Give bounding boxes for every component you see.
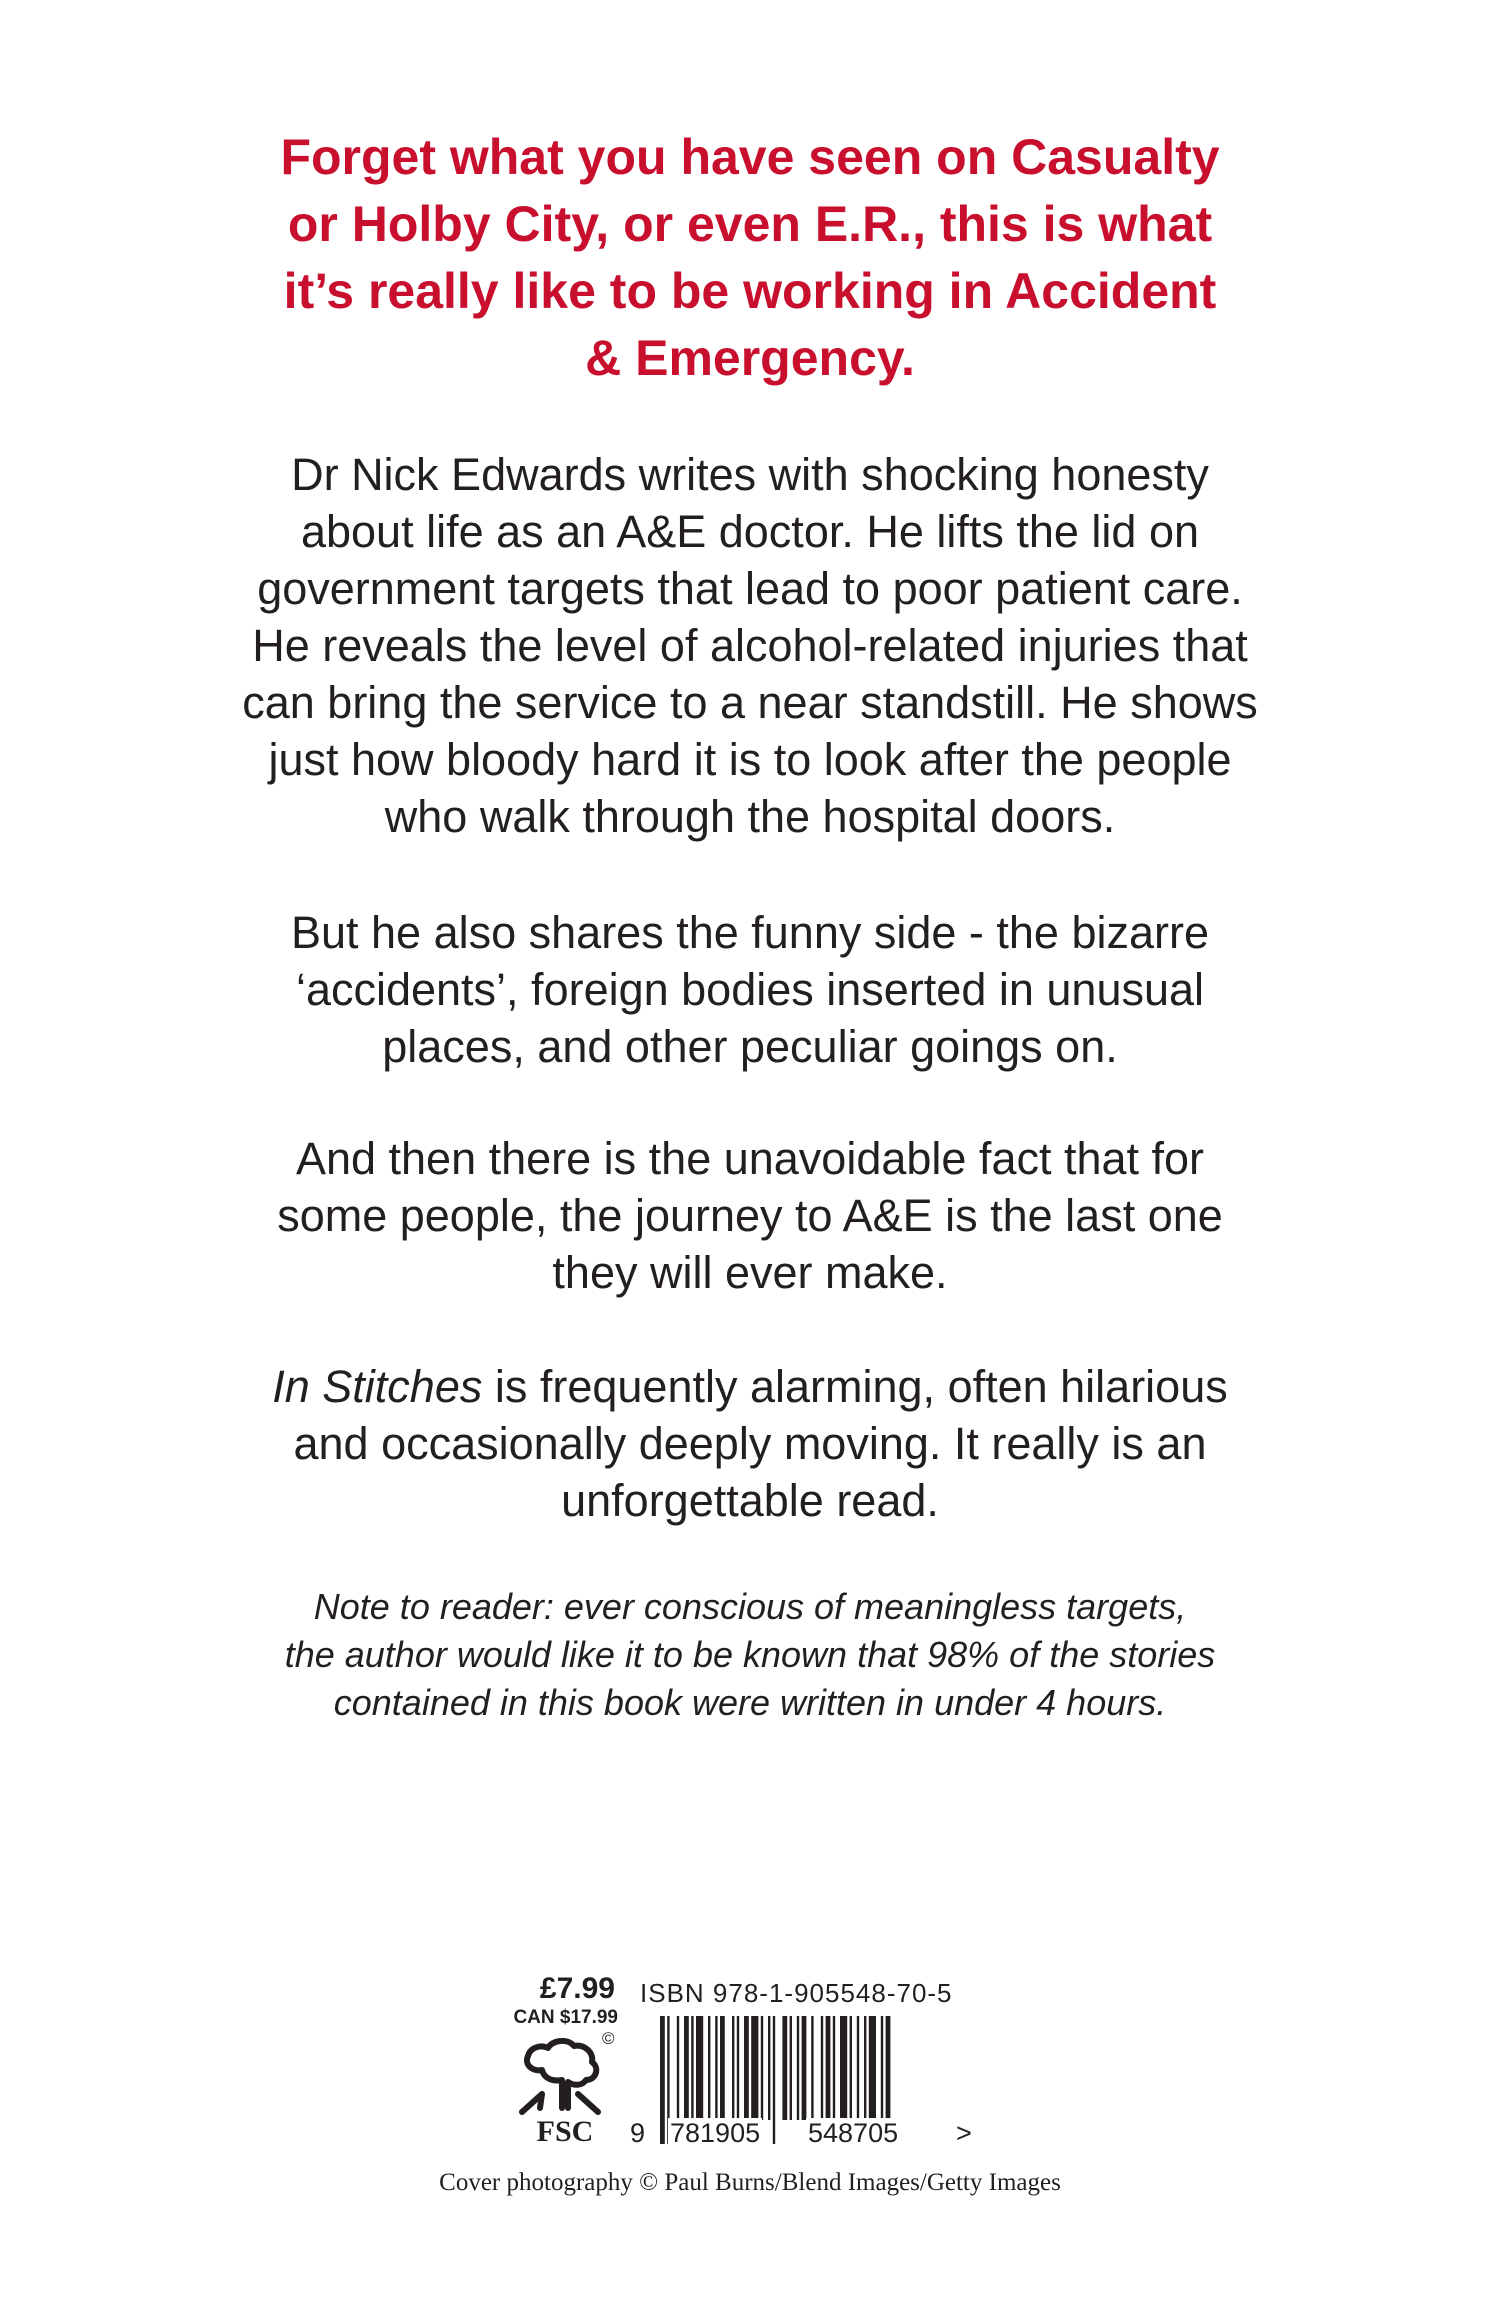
barcode-bar bbox=[773, 2016, 775, 2144]
barcode-bar bbox=[864, 2016, 866, 2120]
headline-line: or Holby City, or even E.R., this is what bbox=[287, 196, 1213, 252]
barcode-bar bbox=[744, 2016, 749, 2120]
blurb-line: Dr Nick Edwards writes with shocking honesty bbox=[291, 449, 1209, 500]
blurb-line: government targets that lead to poor patient care. bbox=[257, 563, 1243, 614]
blurb-paragraph-1 bbox=[140, 446, 1360, 845]
barcode-bar bbox=[696, 2016, 703, 2120]
barcode-bar bbox=[850, 2016, 852, 2120]
barcode-bar bbox=[708, 2016, 710, 2120]
price-gbp: £7.99 bbox=[539, 1972, 615, 2005]
barcode-bar bbox=[751, 2016, 758, 2120]
blurb-line: can bring the service to a near standstill. He shows bbox=[242, 677, 1258, 728]
barcode-bar bbox=[715, 2016, 717, 2120]
barcode-bar bbox=[761, 2016, 763, 2120]
barcode-bar bbox=[857, 2016, 859, 2120]
blurb-line-rest: is frequently alarming, often hilarious bbox=[482, 1361, 1228, 1412]
barcode-bar bbox=[821, 2016, 823, 2120]
barcode-bar bbox=[833, 2016, 835, 2120]
headline-line: Forget what you have seen on Casualty bbox=[280, 129, 1220, 185]
copyright-mark: © bbox=[602, 2029, 615, 2048]
barcode-digit-first: 9 bbox=[630, 2118, 646, 2148]
book-title: In Stitches bbox=[272, 1361, 483, 1412]
barcode-bar bbox=[782, 2016, 787, 2120]
barcode-bar bbox=[797, 2016, 799, 2120]
barcode-bar bbox=[691, 2016, 693, 2120]
blurb-line: they will ever make. bbox=[552, 1247, 948, 1298]
blurb-line: who walk through the hospital doors. bbox=[384, 791, 1116, 842]
barcode-bar bbox=[869, 2016, 876, 2120]
barcode-bar bbox=[802, 2016, 807, 2120]
headline-line: & Emergency. bbox=[585, 330, 915, 386]
barcode-digit-group-1: 781905 bbox=[670, 2118, 761, 2148]
blurb-line: and occasionally deeply moving. It really is an bbox=[293, 1418, 1207, 1469]
note-to-reader bbox=[170, 1583, 1330, 1727]
blurb-line: places, and other peculiar goings on. bbox=[382, 1021, 1118, 1072]
blurb-line: But he also shares the funny side - the bizarre bbox=[290, 907, 1210, 958]
barcode-digit-group-2: 548705 bbox=[808, 2118, 899, 2148]
price-can: CAN $17.99 bbox=[513, 2007, 618, 2028]
barcode-bar bbox=[684, 2016, 689, 2120]
fsc-label: FSC bbox=[536, 2115, 594, 2148]
barcode-bar bbox=[811, 2016, 813, 2120]
barcode-bar bbox=[720, 2016, 725, 2120]
blurb-line bbox=[140, 1358, 1360, 1415]
barcode-bar bbox=[660, 2016, 665, 2144]
barcode-bar bbox=[677, 2016, 679, 2120]
cover-photo-credit: Cover photography © Paul Burns/Blend Images/Getty Images bbox=[439, 2169, 1061, 2196]
barcode-bar bbox=[826, 2016, 831, 2120]
blurb-line: unforgettable read. bbox=[561, 1475, 939, 1526]
blurb-paragraph-4 bbox=[140, 1358, 1360, 1529]
blurb-line: some people, the journey to A&E is the last one bbox=[277, 1190, 1223, 1241]
headline bbox=[160, 124, 1340, 392]
barcode-bar bbox=[840, 2016, 847, 2120]
barcode-bar bbox=[732, 2016, 734, 2120]
blurb-line: ‘accidents’, foreign bodies inserted in unusual bbox=[295, 964, 1205, 1015]
headline-line: it’s really like to be working in Accident bbox=[283, 263, 1217, 319]
isbn-label: ISBN 978-1-905548-70-5 bbox=[640, 1978, 953, 2008]
blurb-line: He reveals the level of alcohol-related injuries that bbox=[252, 620, 1248, 671]
barcode-bar bbox=[768, 2016, 770, 2120]
blurb-line: about life as an A&E doctor. He lifts the lid on bbox=[300, 506, 1200, 557]
barcode-quiet-marker: > bbox=[956, 2118, 972, 2148]
blurb-paragraph-3 bbox=[140, 1130, 1360, 1301]
blurb-paragraph-2 bbox=[140, 904, 1360, 1075]
fsc-tree-icon bbox=[512, 2038, 612, 2116]
note-line: the author would like it to be known that 98% of the stories bbox=[284, 1634, 1216, 1675]
barcode-bar bbox=[737, 2016, 739, 2120]
barcode-bar bbox=[790, 2016, 792, 2120]
blurb-line: And then there is the unavoidable fact that for bbox=[295, 1133, 1205, 1184]
note-line: contained in this book were written in under 4 hours. bbox=[333, 1682, 1167, 1723]
note-line: Note to reader: ever conscious of meaningless targets, bbox=[313, 1586, 1187, 1627]
blurb-line: just how bloody hard it is to look after the people bbox=[268, 734, 1232, 785]
